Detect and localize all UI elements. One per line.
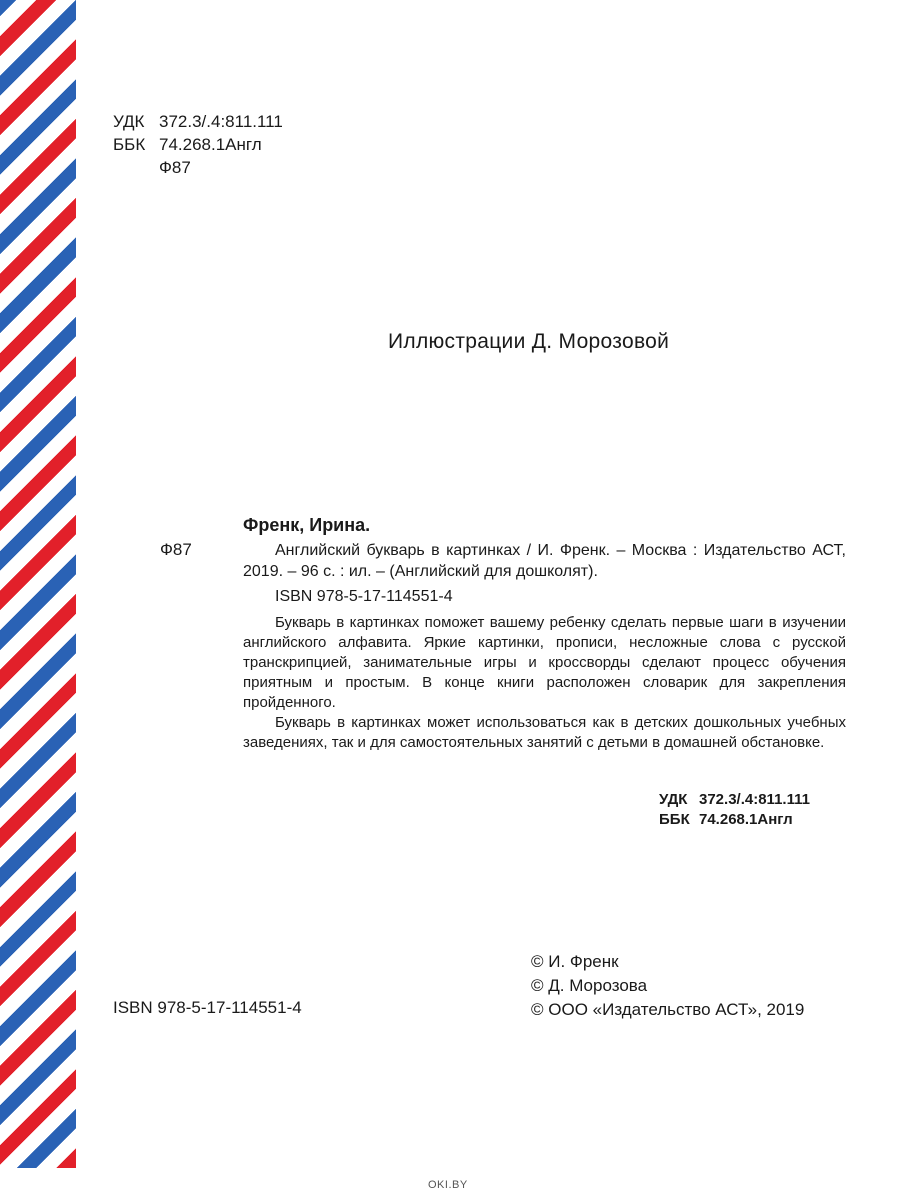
- bbk-value: 74.268.1Англ: [159, 135, 262, 154]
- bibliographic-record: [243, 515, 846, 753]
- author-heading: Френк, Ирина.: [243, 515, 371, 535]
- isbn-bottom: ISBN 978-5-17-114551-4: [113, 998, 302, 1017]
- annotation-paragraph-2: Букварь в картинках может использоваться как в детских дошкольных учебных заведениях, так и для самостоятельных занятий с детьми в домашней обстановке.: [243, 714, 846, 751]
- copyright-block: [531, 950, 804, 1022]
- udk-label-bottom: УДК: [659, 791, 688, 808]
- copyright-line: © Д. Морозова: [531, 976, 648, 995]
- udk-value-bottom: 372.3/.4:811.111: [699, 791, 810, 808]
- author-mark-side: Ф87: [160, 540, 192, 559]
- author-mark-top: Ф87: [159, 158, 191, 177]
- udk-label: УДК: [113, 112, 145, 131]
- illustrations-credit: Иллюстрации Д. Морозовой: [388, 330, 670, 353]
- striped-border-decoration: [0, 0, 76, 1168]
- annotation-paragraph-1: Букварь в картинках поможет вашему ребенку сделать первые шаги в изучении английского алфавита. Яркие картинки, прописи, несложные слова с русской транскрипцией, занимательные игры и кроссворды сделают процесс обучения приятным и простым. В конце книги расположен словарик для закрепления пройденного.: [243, 614, 846, 711]
- isbn-record: ISBN 978-5-17-114551-4: [275, 588, 453, 605]
- bbk-label-bottom: ББК: [659, 811, 690, 828]
- watermark-text: OKI.BY: [428, 1179, 468, 1191]
- classification-codes-bottom: [659, 790, 810, 830]
- udk-value: 372.3/.4:811.111: [159, 112, 283, 131]
- bbk-label: ББК: [113, 135, 146, 154]
- bibliographic-description: Английский букварь в картинках / И. Френк. – Москва : Издательство АСТ, 2019. – 96 с. : ил. – (Английский для дошколят).: [243, 542, 846, 580]
- copyright-line: © И. Френк: [531, 952, 619, 971]
- classification-codes-top: [113, 110, 283, 179]
- bbk-value-bottom: 74.268.1Англ: [699, 811, 793, 828]
- copyright-line: © ООО «Издательство АСТ», 2019: [531, 1000, 805, 1019]
